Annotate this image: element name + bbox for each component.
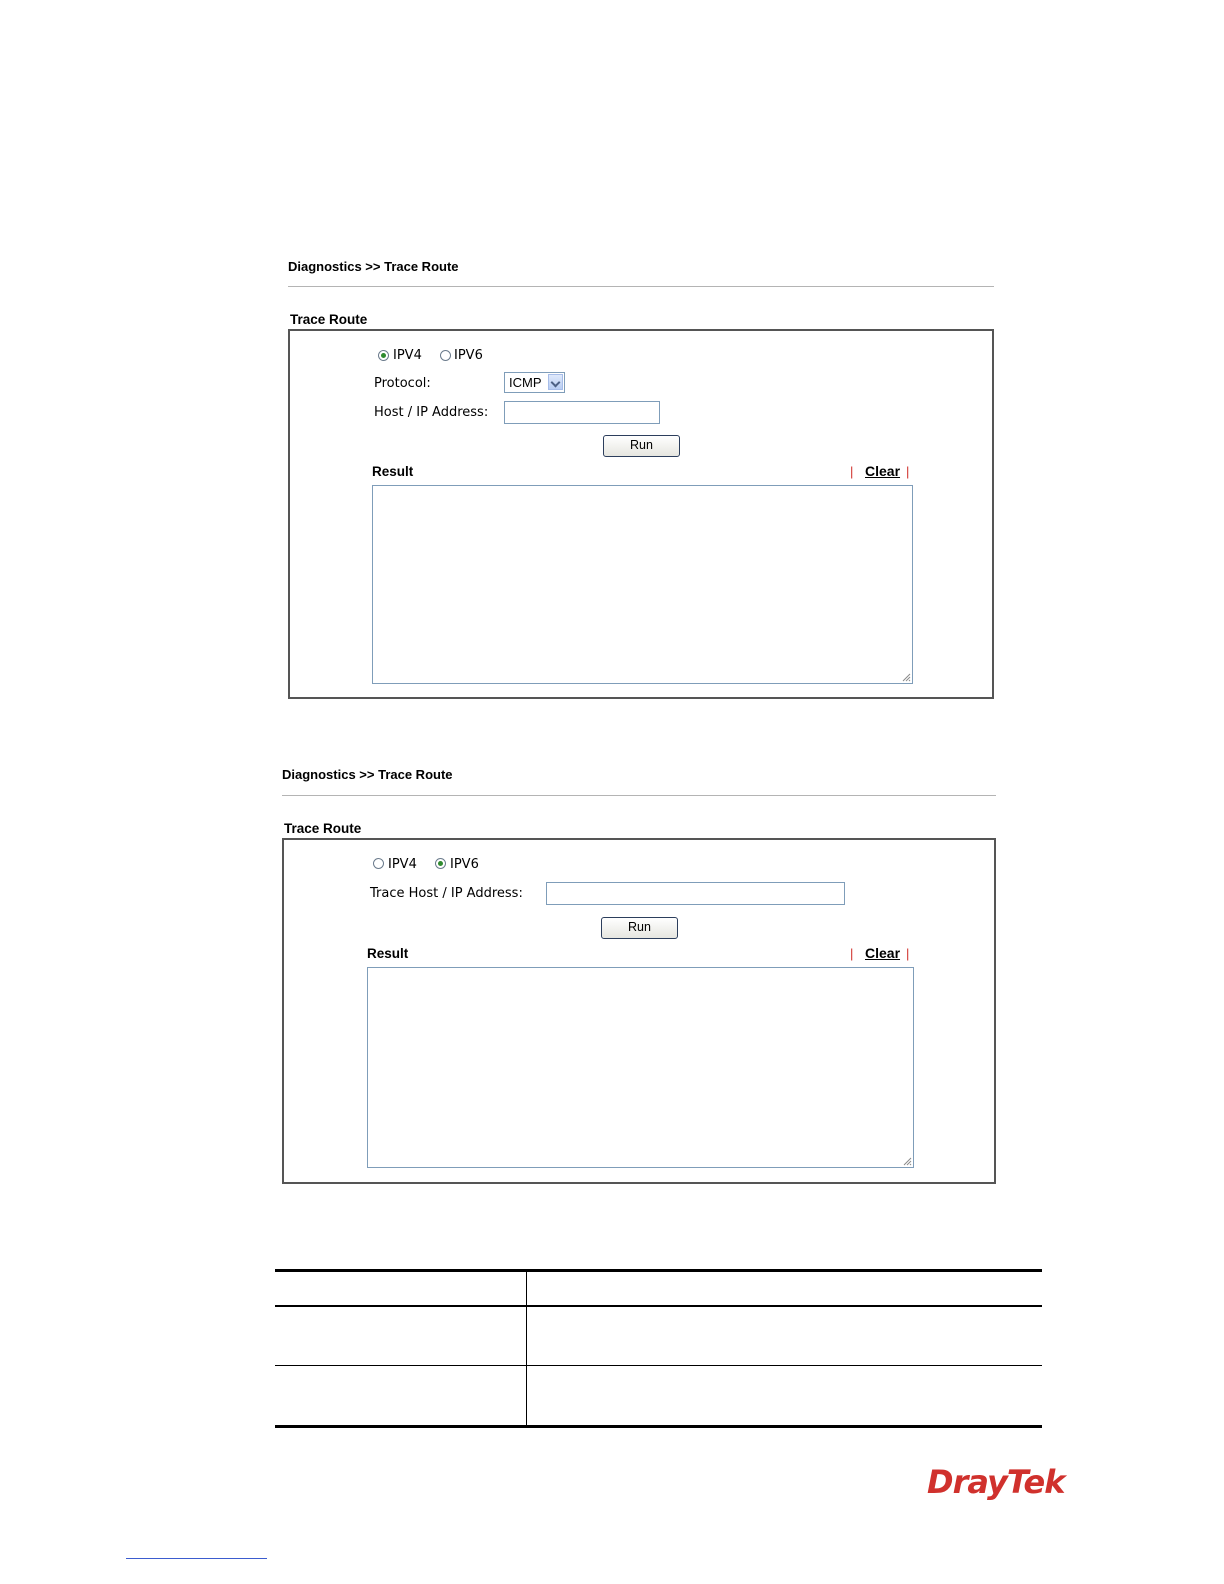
result-textarea[interactable]	[372, 485, 913, 684]
host-label: Host / IP Address:	[374, 405, 489, 420]
protocol-value: ICMP	[509, 375, 542, 390]
ipv4-radio[interactable]	[378, 350, 389, 361]
trace-route-panel-ipv6	[282, 838, 996, 1184]
draytek-logo: DrayTek	[927, 1463, 1065, 1501]
trace-route-panel-ipv4	[288, 329, 994, 699]
pipe-separator: |	[850, 946, 854, 961]
ipv6-label: IPV6	[454, 348, 483, 363]
resize-grip-icon[interactable]	[903, 1157, 912, 1166]
run-button[interactable]: Run	[603, 435, 680, 457]
chevron-down-icon	[548, 374, 563, 390]
trace-host-label: Trace Host / IP Address:	[370, 886, 523, 901]
ipv4-label: IPV4	[393, 348, 422, 363]
pipe-separator: |	[906, 946, 910, 961]
clear-link[interactable]: Clear	[865, 463, 901, 479]
ipv4-label: IPV4	[388, 857, 417, 872]
result-label: Result	[372, 464, 414, 479]
section-title: Trace Route	[290, 312, 368, 327]
breadcrumb: Diagnostics >> Trace Route	[282, 767, 453, 782]
table-column-divider	[526, 1271, 527, 1426]
run-button[interactable]: Run	[601, 917, 678, 939]
pipe-separator: |	[850, 464, 854, 479]
ipv6-radio[interactable]	[440, 350, 451, 361]
resize-grip-icon[interactable]	[902, 673, 911, 682]
result-label: Result	[367, 946, 409, 961]
pipe-separator: |	[906, 464, 910, 479]
protocol-select[interactable]	[504, 372, 565, 393]
table-row-rule	[275, 1365, 1042, 1366]
host-input[interactable]	[504, 401, 660, 424]
ipv6-label: IPV6	[450, 857, 479, 872]
ipv4-radio[interactable]	[373, 858, 384, 869]
result-textarea[interactable]	[367, 967, 914, 1168]
breadcrumb: Diagnostics >> Trace Route	[288, 259, 459, 274]
table-top-rule	[275, 1269, 1042, 1272]
clear-link[interactable]: Clear	[865, 945, 901, 961]
table-bottom-rule	[275, 1425, 1042, 1428]
section-title: Trace Route	[284, 821, 362, 836]
trace-host-input[interactable]	[546, 882, 845, 905]
divider	[282, 795, 996, 796]
protocol-label: Protocol:	[374, 376, 431, 391]
divider	[288, 286, 994, 287]
ipv6-radio[interactable]	[435, 858, 446, 869]
footer-link-underline	[126, 1558, 267, 1559]
table-header-rule	[275, 1305, 1042, 1307]
